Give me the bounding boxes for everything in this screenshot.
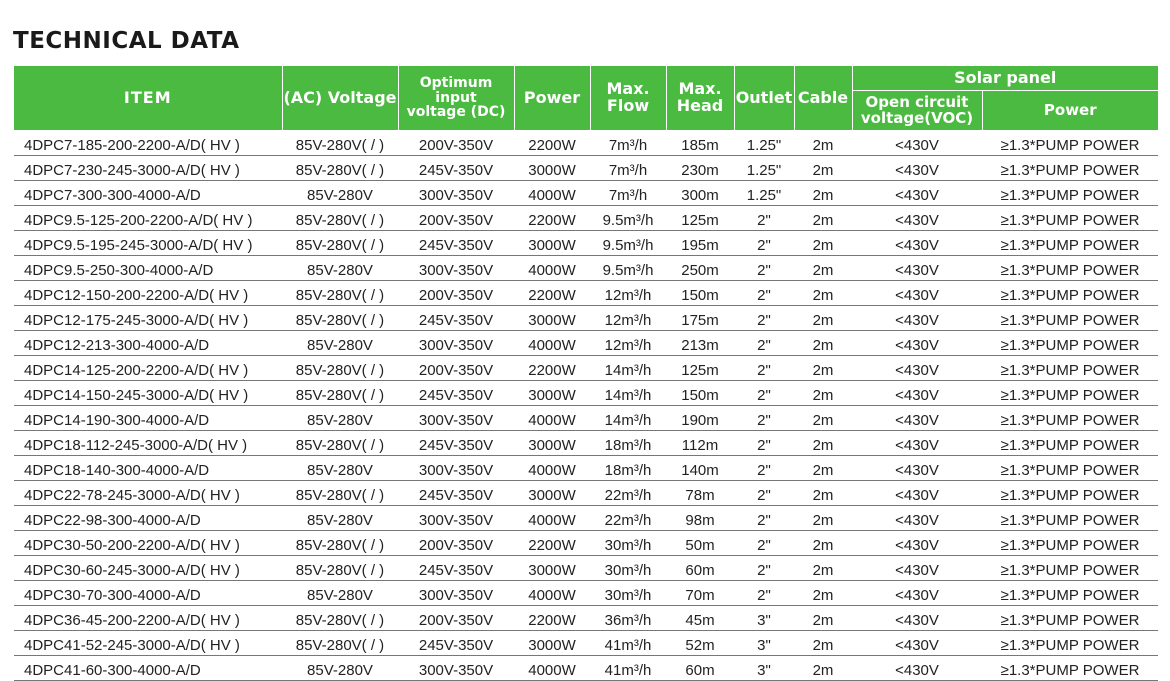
cell-voc: <430V bbox=[852, 156, 982, 181]
cell-power: 2200W bbox=[514, 281, 590, 306]
cell-max-flow: 9.5m³/h bbox=[590, 206, 666, 231]
cell-power: 2200W bbox=[514, 531, 590, 556]
cell-outlet: 1.25" bbox=[734, 181, 794, 206]
cell-item: 4DPC18-112-245-3000-A/D( HV ) bbox=[14, 431, 282, 456]
cell-max-head: 140m bbox=[666, 456, 734, 481]
header-max-head-line1: Max. bbox=[678, 79, 722, 99]
cell-solar-power: ≥1.3*PUMP POWER bbox=[982, 331, 1158, 356]
table-row bbox=[14, 581, 1158, 606]
cell-voc: <430V bbox=[852, 606, 982, 631]
header-outlet: Outlet bbox=[734, 66, 794, 131]
cell-voc: <430V bbox=[852, 331, 982, 356]
cell-outlet: 2" bbox=[734, 206, 794, 231]
cell-solar-power: ≥1.3*PUMP POWER bbox=[982, 256, 1158, 281]
table-row bbox=[14, 281, 1158, 306]
cell-item: 4DPC12-213-300-4000-A/D bbox=[14, 331, 282, 356]
cell-ac-voltage: 85V-280V( / ) bbox=[282, 131, 398, 156]
cell-max-flow: 7m³/h bbox=[590, 156, 666, 181]
cell-item: 4DPC7-185-200-2200-A/D( HV ) bbox=[14, 131, 282, 156]
cell-voc: <430V bbox=[852, 281, 982, 306]
cell-power: 4000W bbox=[514, 456, 590, 481]
cell-max-head: 125m bbox=[666, 206, 734, 231]
cell-outlet: 1.25" bbox=[734, 131, 794, 156]
cell-cable: 2m bbox=[794, 456, 852, 481]
header-max-flow bbox=[590, 66, 666, 131]
cell-solar-power: ≥1.3*PUMP POWER bbox=[982, 156, 1158, 181]
cell-voc: <430V bbox=[852, 206, 982, 231]
cell-cable: 2m bbox=[794, 581, 852, 606]
cell-item: 4DPC9.5-250-300-4000-A/D bbox=[14, 256, 282, 281]
table-row bbox=[14, 506, 1158, 531]
cell-outlet: 2" bbox=[734, 431, 794, 456]
header-ac-voltage: (AC) Voltage bbox=[282, 66, 398, 131]
cell-item: 4DPC22-78-245-3000-A/D( HV ) bbox=[14, 481, 282, 506]
cell-power: 3000W bbox=[514, 231, 590, 256]
cell-max-flow: 18m³/h bbox=[590, 431, 666, 456]
table-row bbox=[14, 356, 1158, 381]
cell-outlet: 3" bbox=[734, 656, 794, 681]
cell-power: 4000W bbox=[514, 406, 590, 431]
cell-ac-voltage: 85V-280V( / ) bbox=[282, 306, 398, 331]
cell-max-head: 70m bbox=[666, 581, 734, 606]
cell-dc-voltage: 200V-350V bbox=[398, 281, 514, 306]
cell-dc-voltage: 200V-350V bbox=[398, 356, 514, 381]
header-dc-voltage-line1: Optimum input bbox=[419, 74, 493, 106]
cell-max-flow: 7m³/h bbox=[590, 181, 666, 206]
cell-ac-voltage: 85V-280V bbox=[282, 256, 398, 281]
cell-cable: 2m bbox=[794, 431, 852, 456]
cell-solar-power: ≥1.3*PUMP POWER bbox=[982, 556, 1158, 581]
cell-ac-voltage: 85V-280V( / ) bbox=[282, 431, 398, 456]
cell-item: 4DPC9.5-195-245-3000-A/D( HV ) bbox=[14, 231, 282, 256]
header-item: ITEM bbox=[14, 66, 282, 131]
table-row bbox=[14, 156, 1158, 181]
cell-item: 4DPC36-45-200-2200-A/D( HV ) bbox=[14, 606, 282, 631]
header-solar-power: Power bbox=[982, 91, 1158, 131]
cell-power: 3000W bbox=[514, 631, 590, 656]
cell-ac-voltage: 85V-280V bbox=[282, 506, 398, 531]
cell-max-head: 185m bbox=[666, 131, 734, 156]
cell-item: 4DPC14-125-200-2200-A/D( HV ) bbox=[14, 356, 282, 381]
cell-max-flow: 9.5m³/h bbox=[590, 231, 666, 256]
cell-item: 4DPC18-140-300-4000-A/D bbox=[14, 456, 282, 481]
cell-ac-voltage: 85V-280V bbox=[282, 331, 398, 356]
cell-max-flow: 30m³/h bbox=[590, 581, 666, 606]
header-max-flow-line1: Max. bbox=[606, 79, 650, 99]
cell-cable: 2m bbox=[794, 256, 852, 281]
cell-power: 3000W bbox=[514, 556, 590, 581]
cell-outlet: 2" bbox=[734, 281, 794, 306]
header-voc bbox=[852, 91, 982, 131]
header-solar-panel: Solar panel bbox=[852, 66, 1158, 91]
cell-item: 4DPC7-230-245-3000-A/D( HV ) bbox=[14, 156, 282, 181]
table-row bbox=[14, 431, 1158, 456]
cell-max-head: 150m bbox=[666, 281, 734, 306]
cell-cable: 2m bbox=[794, 631, 852, 656]
technical-data-table bbox=[14, 66, 1158, 681]
cell-solar-power: ≥1.3*PUMP POWER bbox=[982, 231, 1158, 256]
cell-dc-voltage: 300V-350V bbox=[398, 656, 514, 681]
cell-max-flow: 12m³/h bbox=[590, 281, 666, 306]
cell-solar-power: ≥1.3*PUMP POWER bbox=[982, 481, 1158, 506]
cell-voc: <430V bbox=[852, 406, 982, 431]
table-row bbox=[14, 131, 1158, 156]
table-row bbox=[14, 631, 1158, 656]
table-body bbox=[14, 131, 1158, 681]
cell-power: 3000W bbox=[514, 381, 590, 406]
cell-max-head: 175m bbox=[666, 306, 734, 331]
cell-item: 4DPC12-175-245-3000-A/D( HV ) bbox=[14, 306, 282, 331]
cell-outlet: 2" bbox=[734, 331, 794, 356]
table-row bbox=[14, 606, 1158, 631]
cell-voc: <430V bbox=[852, 506, 982, 531]
header-max-flow-line2: Flow bbox=[606, 96, 650, 115]
cell-power: 2200W bbox=[514, 356, 590, 381]
table-row bbox=[14, 381, 1158, 406]
cell-ac-voltage: 85V-280V( / ) bbox=[282, 631, 398, 656]
cell-max-flow: 41m³/h bbox=[590, 656, 666, 681]
cell-ac-voltage: 85V-280V bbox=[282, 656, 398, 681]
cell-cable: 2m bbox=[794, 206, 852, 231]
cell-voc: <430V bbox=[852, 656, 982, 681]
cell-power: 3000W bbox=[514, 306, 590, 331]
cell-solar-power: ≥1.3*PUMP POWER bbox=[982, 131, 1158, 156]
cell-item: 4DPC14-150-245-3000-A/D( HV ) bbox=[14, 381, 282, 406]
cell-dc-voltage: 300V-350V bbox=[398, 506, 514, 531]
cell-max-flow: 14m³/h bbox=[590, 406, 666, 431]
cell-cable: 2m bbox=[794, 356, 852, 381]
cell-solar-power: ≥1.3*PUMP POWER bbox=[982, 531, 1158, 556]
cell-cable: 2m bbox=[794, 231, 852, 256]
cell-item: 4DPC22-98-300-4000-A/D bbox=[14, 506, 282, 531]
cell-dc-voltage: 300V-350V bbox=[398, 256, 514, 281]
cell-power: 4000W bbox=[514, 506, 590, 531]
cell-voc: <430V bbox=[852, 181, 982, 206]
cell-max-flow: 41m³/h bbox=[590, 631, 666, 656]
header-max-head bbox=[666, 66, 734, 131]
cell-dc-voltage: 245V-350V bbox=[398, 156, 514, 181]
table-row bbox=[14, 256, 1158, 281]
cell-solar-power: ≥1.3*PUMP POWER bbox=[982, 656, 1158, 681]
cell-max-head: 60m bbox=[666, 556, 734, 581]
cell-outlet: 2" bbox=[734, 581, 794, 606]
cell-outlet: 3" bbox=[734, 631, 794, 656]
cell-cable: 2m bbox=[794, 481, 852, 506]
cell-voc: <430V bbox=[852, 256, 982, 281]
table-row bbox=[14, 531, 1158, 556]
cell-power: 4000W bbox=[514, 256, 590, 281]
cell-max-flow: 14m³/h bbox=[590, 356, 666, 381]
cell-max-flow: 14m³/h bbox=[590, 381, 666, 406]
cell-dc-voltage: 245V-350V bbox=[398, 556, 514, 581]
cell-max-flow: 36m³/h bbox=[590, 606, 666, 631]
cell-cable: 2m bbox=[794, 406, 852, 431]
cell-max-flow: 22m³/h bbox=[590, 481, 666, 506]
cell-dc-voltage: 200V-350V bbox=[398, 131, 514, 156]
cell-dc-voltage: 300V-350V bbox=[398, 456, 514, 481]
cell-solar-power: ≥1.3*PUMP POWER bbox=[982, 631, 1158, 656]
table-row bbox=[14, 481, 1158, 506]
cell-ac-voltage: 85V-280V( / ) bbox=[282, 481, 398, 506]
cell-voc: <430V bbox=[852, 431, 982, 456]
cell-ac-voltage: 85V-280V( / ) bbox=[282, 156, 398, 181]
cell-cable: 2m bbox=[794, 381, 852, 406]
cell-outlet: 2" bbox=[734, 556, 794, 581]
cell-power: 2200W bbox=[514, 606, 590, 631]
cell-item: 4DPC14-190-300-4000-A/D bbox=[14, 406, 282, 431]
cell-max-flow: 7m³/h bbox=[590, 131, 666, 156]
cell-power: 3000W bbox=[514, 431, 590, 456]
cell-max-head: 50m bbox=[666, 531, 734, 556]
cell-ac-voltage: 85V-280V bbox=[282, 181, 398, 206]
cell-item: 4DPC41-60-300-4000-A/D bbox=[14, 656, 282, 681]
cell-max-head: 195m bbox=[666, 231, 734, 256]
cell-max-head: 98m bbox=[666, 506, 734, 531]
cell-item: 4DPC9.5-125-200-2200-A/D( HV ) bbox=[14, 206, 282, 231]
cell-voc: <430V bbox=[852, 381, 982, 406]
table-row bbox=[14, 556, 1158, 581]
header-dc-voltage-line2: voltage (DC) bbox=[406, 104, 506, 121]
cell-cable: 2m bbox=[794, 606, 852, 631]
cell-cable: 2m bbox=[794, 531, 852, 556]
cell-item: 4DPC30-60-245-3000-A/D( HV ) bbox=[14, 556, 282, 581]
cell-voc: <430V bbox=[852, 306, 982, 331]
cell-max-flow: 12m³/h bbox=[590, 331, 666, 356]
cell-cable: 2m bbox=[794, 156, 852, 181]
cell-max-flow: 18m³/h bbox=[590, 456, 666, 481]
cell-dc-voltage: 245V-350V bbox=[398, 431, 514, 456]
cell-power: 4000W bbox=[514, 181, 590, 206]
cell-item: 4DPC30-50-200-2200-A/D( HV ) bbox=[14, 531, 282, 556]
cell-power: 3000W bbox=[514, 481, 590, 506]
cell-voc: <430V bbox=[852, 356, 982, 381]
cell-dc-voltage: 300V-350V bbox=[398, 331, 514, 356]
cell-dc-voltage: 300V-350V bbox=[398, 581, 514, 606]
cell-item: 4DPC41-52-245-3000-A/D( HV ) bbox=[14, 631, 282, 656]
cell-outlet: 1.25" bbox=[734, 156, 794, 181]
cell-ac-voltage: 85V-280V( / ) bbox=[282, 356, 398, 381]
cell-max-flow: 22m³/h bbox=[590, 506, 666, 531]
cell-max-flow: 30m³/h bbox=[590, 531, 666, 556]
cell-voc: <430V bbox=[852, 531, 982, 556]
header-power: Power bbox=[514, 66, 590, 131]
cell-outlet: 2" bbox=[734, 506, 794, 531]
cell-max-head: 300m bbox=[666, 181, 734, 206]
cell-ac-voltage: 85V-280V bbox=[282, 406, 398, 431]
cell-solar-power: ≥1.3*PUMP POWER bbox=[982, 381, 1158, 406]
header-max-head-line2: Head bbox=[676, 96, 724, 115]
cell-dc-voltage: 200V-350V bbox=[398, 206, 514, 231]
header-voc-line2: voltage(VOC) bbox=[860, 108, 974, 127]
cell-ac-voltage: 85V-280V( / ) bbox=[282, 231, 398, 256]
cell-max-head: 230m bbox=[666, 156, 734, 181]
cell-max-head: 78m bbox=[666, 481, 734, 506]
cell-solar-power: ≥1.3*PUMP POWER bbox=[982, 431, 1158, 456]
cell-solar-power: ≥1.3*PUMP POWER bbox=[982, 181, 1158, 206]
cell-cable: 2m bbox=[794, 506, 852, 531]
cell-outlet: 2" bbox=[734, 406, 794, 431]
cell-dc-voltage: 300V-350V bbox=[398, 181, 514, 206]
cell-voc: <430V bbox=[852, 631, 982, 656]
cell-cable: 2m bbox=[794, 556, 852, 581]
cell-max-head: 250m bbox=[666, 256, 734, 281]
cell-outlet: 3" bbox=[734, 606, 794, 631]
cell-max-head: 150m bbox=[666, 381, 734, 406]
cell-voc: <430V bbox=[852, 581, 982, 606]
cell-ac-voltage: 85V-280V bbox=[282, 456, 398, 481]
cell-solar-power: ≥1.3*PUMP POWER bbox=[982, 406, 1158, 431]
cell-dc-voltage: 245V-350V bbox=[398, 631, 514, 656]
cell-voc: <430V bbox=[852, 556, 982, 581]
cell-item: 4DPC30-70-300-4000-A/D bbox=[14, 581, 282, 606]
cell-cable: 2m bbox=[794, 306, 852, 331]
table-row bbox=[14, 206, 1158, 231]
cell-dc-voltage: 245V-350V bbox=[398, 381, 514, 406]
table-row bbox=[14, 231, 1158, 256]
cell-voc: <430V bbox=[852, 131, 982, 156]
cell-max-head: 112m bbox=[666, 431, 734, 456]
cell-cable: 2m bbox=[794, 281, 852, 306]
cell-cable: 2m bbox=[794, 331, 852, 356]
cell-max-flow: 12m³/h bbox=[590, 306, 666, 331]
cell-solar-power: ≥1.3*PUMP POWER bbox=[982, 456, 1158, 481]
cell-voc: <430V bbox=[852, 231, 982, 256]
cell-ac-voltage: 85V-280V( / ) bbox=[282, 281, 398, 306]
cell-outlet: 2" bbox=[734, 481, 794, 506]
cell-outlet: 2" bbox=[734, 231, 794, 256]
cell-solar-power: ≥1.3*PUMP POWER bbox=[982, 606, 1158, 631]
cell-ac-voltage: 85V-280V( / ) bbox=[282, 606, 398, 631]
header-cable: Cable bbox=[794, 66, 852, 131]
cell-solar-power: ≥1.3*PUMP POWER bbox=[982, 506, 1158, 531]
table-row bbox=[14, 656, 1158, 681]
cell-dc-voltage: 245V-350V bbox=[398, 231, 514, 256]
cell-power: 2200W bbox=[514, 131, 590, 156]
cell-max-flow: 9.5m³/h bbox=[590, 256, 666, 281]
page-title: TECHNICAL DATA bbox=[13, 28, 240, 54]
cell-max-head: 45m bbox=[666, 606, 734, 631]
cell-power: 4000W bbox=[514, 656, 590, 681]
cell-max-head: 125m bbox=[666, 356, 734, 381]
cell-max-head: 190m bbox=[666, 406, 734, 431]
cell-ac-voltage: 85V-280V bbox=[282, 581, 398, 606]
cell-voc: <430V bbox=[852, 481, 982, 506]
cell-solar-power: ≥1.3*PUMP POWER bbox=[982, 306, 1158, 331]
cell-power: 2200W bbox=[514, 206, 590, 231]
cell-power: 4000W bbox=[514, 581, 590, 606]
cell-outlet: 2" bbox=[734, 456, 794, 481]
cell-solar-power: ≥1.3*PUMP POWER bbox=[982, 581, 1158, 606]
cell-power: 4000W bbox=[514, 331, 590, 356]
cell-outlet: 2" bbox=[734, 381, 794, 406]
header-voc-line1: Open circuit bbox=[865, 92, 969, 111]
table-row bbox=[14, 456, 1158, 481]
cell-dc-voltage: 200V-350V bbox=[398, 531, 514, 556]
cell-dc-voltage: 245V-350V bbox=[398, 481, 514, 506]
table-header bbox=[14, 66, 1158, 131]
cell-dc-voltage: 200V-350V bbox=[398, 606, 514, 631]
cell-dc-voltage: 300V-350V bbox=[398, 406, 514, 431]
cell-voc: <430V bbox=[852, 456, 982, 481]
cell-item: 4DPC12-150-200-2200-A/D( HV ) bbox=[14, 281, 282, 306]
cell-max-head: 213m bbox=[666, 331, 734, 356]
cell-max-flow: 30m³/h bbox=[590, 556, 666, 581]
cell-ac-voltage: 85V-280V( / ) bbox=[282, 206, 398, 231]
cell-ac-voltage: 85V-280V( / ) bbox=[282, 381, 398, 406]
cell-solar-power: ≥1.3*PUMP POWER bbox=[982, 356, 1158, 381]
cell-max-head: 60m bbox=[666, 656, 734, 681]
cell-cable: 2m bbox=[794, 656, 852, 681]
cell-power: 3000W bbox=[514, 156, 590, 181]
cell-ac-voltage: 85V-280V( / ) bbox=[282, 531, 398, 556]
table-row bbox=[14, 406, 1158, 431]
cell-cable: 2m bbox=[794, 131, 852, 156]
cell-max-head: 52m bbox=[666, 631, 734, 656]
table-row bbox=[14, 181, 1158, 206]
cell-outlet: 2" bbox=[734, 306, 794, 331]
header-dc-voltage bbox=[398, 66, 514, 131]
cell-dc-voltage: 245V-350V bbox=[398, 306, 514, 331]
cell-solar-power: ≥1.3*PUMP POWER bbox=[982, 206, 1158, 231]
cell-cable: 2m bbox=[794, 181, 852, 206]
cell-outlet: 2" bbox=[734, 531, 794, 556]
cell-outlet: 2" bbox=[734, 256, 794, 281]
cell-item: 4DPC7-300-300-4000-A/D bbox=[14, 181, 282, 206]
cell-ac-voltage: 85V-280V( / ) bbox=[282, 556, 398, 581]
cell-outlet: 2" bbox=[734, 356, 794, 381]
cell-solar-power: ≥1.3*PUMP POWER bbox=[982, 281, 1158, 306]
table-row bbox=[14, 306, 1158, 331]
table-row bbox=[14, 331, 1158, 356]
